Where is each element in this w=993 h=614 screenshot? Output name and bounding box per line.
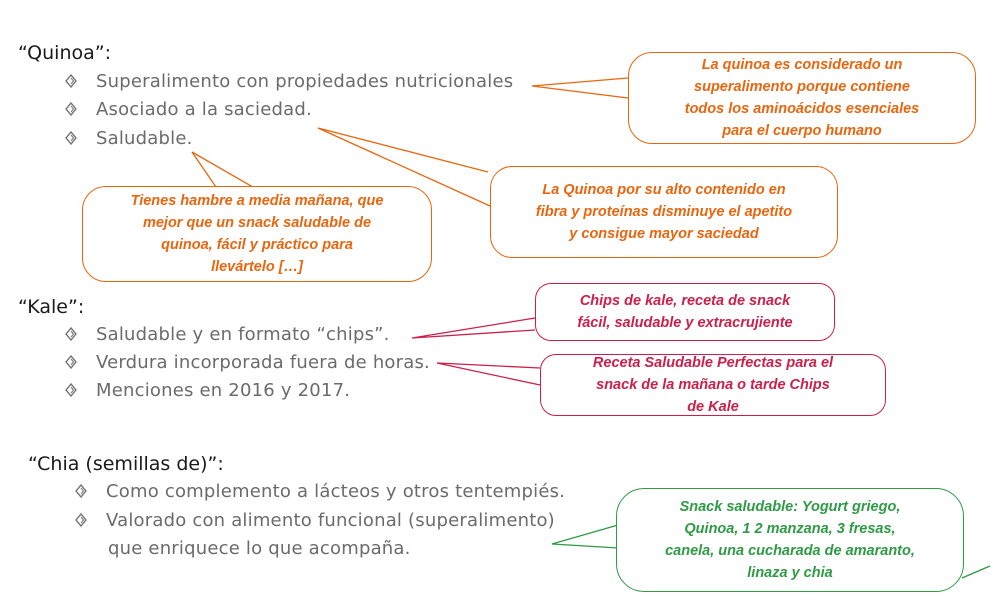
callout-quinoa-superfood: La quinoa es considerado un superalimento porque contiene todos los aminoácidos esenciales para el cuerpo humano (628, 52, 976, 144)
callout-kale-chips: Chips de kale, receta de snack fácil, saludable y extracrujiente (535, 283, 835, 341)
callout-kale-recipe: Receta Saludable Perfectas para el snack de la mañana o tarde Chips de Kale (540, 354, 886, 416)
section-heading-kale: “Kale”: (18, 296, 85, 318)
diamond-bullet-icon (64, 383, 78, 397)
diamond-bullet-icon (74, 513, 88, 527)
callout-quinoa-satiety: La Quinoa por su alto contenido en fibra y proteínas disminuye el apetito y consigue mayor saciedad (490, 166, 838, 258)
list-item-text: Como complemento a lácteos y otros tentempiés. (106, 481, 566, 502)
list-item (64, 128, 193, 149)
list-item (64, 324, 390, 345)
list-item-text: Verdura incorporada fuera de horas. (96, 352, 430, 373)
diamond-bullet-icon (64, 74, 78, 88)
list-item-text: Saludable. (96, 128, 193, 149)
callout-chia-snack: Snack saludable: Yogurt griego, Quinoa, 1 2 manzana, 3 fresas, canela, una cucharada de amaranto, linaza y chia (616, 488, 964, 592)
list-item-text: Valorado con alimento funcional (superalimento) (106, 510, 555, 531)
list-item (64, 352, 430, 373)
list-item (64, 380, 350, 401)
diamond-bullet-icon (74, 484, 88, 498)
callout-quinoa-snack: Tienes hambre a media mañana, que mejor que un snack saludable de quinoa, fácil y práctico para llevártelo […] (82, 186, 432, 282)
list-item (74, 510, 555, 531)
list-item (74, 481, 565, 502)
diamond-bullet-icon (64, 327, 78, 341)
diamond-bullet-icon (64, 355, 78, 369)
list-item-text: Asociado a la saciedad. (96, 99, 312, 120)
diamond-bullet-icon (64, 131, 78, 145)
list-item-text: Saludable y en formato “chips”. (96, 324, 390, 345)
list-item (64, 99, 312, 120)
section-heading-chia: “Chia (semillas de)”: (28, 453, 224, 475)
list-item (64, 71, 513, 92)
diamond-bullet-icon (64, 102, 78, 116)
list-item-text: Superalimento con propiedades nutricionales (96, 71, 514, 92)
list-item-continuation: que enriquece lo que acompaña. (108, 538, 411, 559)
section-heading-quinoa: “Quinoa”: (18, 42, 111, 64)
list-item-text: Menciones en 2016 y 2017. (96, 380, 351, 401)
